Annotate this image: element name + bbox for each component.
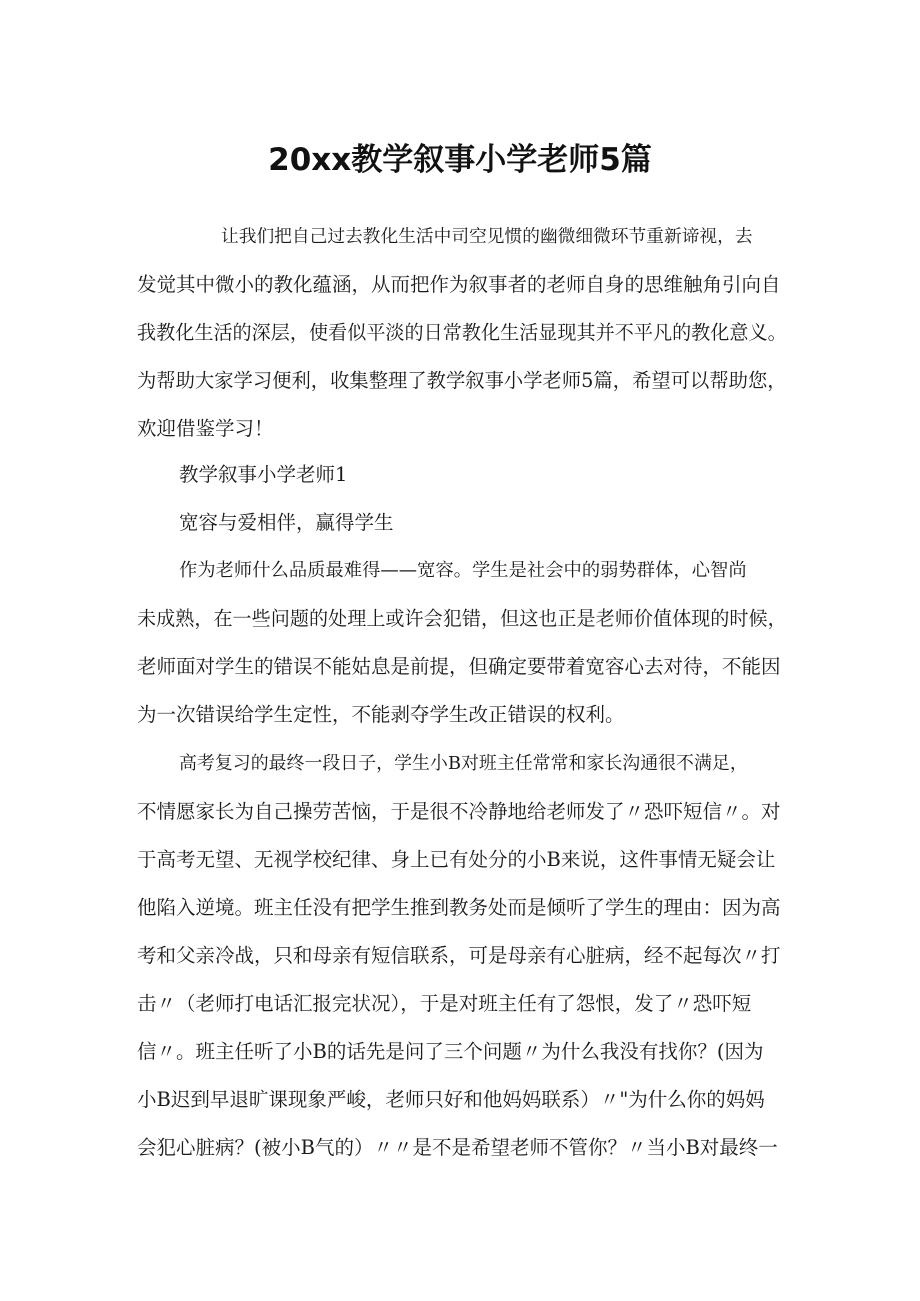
intro-line: 发觉其中微小的教化蕴涵，从而把作为叙事者的老师自身的思维触角引向自 (137, 273, 781, 296)
intro-line: 欢迎借鉴学习！ (137, 417, 274, 440)
intro-paragraph (137, 213, 787, 453)
paragraph-line: 为一次错误给学生定性，不能剥夺学生改正错误的权利。 (137, 703, 625, 726)
intro-line: 让我们把自己过去教化生活中司空见惯的幽微细微环节重新谛视，去 (221, 227, 753, 247)
paragraph-line: 会犯心脏病？(被小B气的）〃〃是不是希望老师不管你？〃当小B对最终一 (137, 1136, 778, 1159)
paragraph-line: 信〃。班主任听了小B的话先是问了三个问题〃为什么我没有找你？(因为 (137, 1040, 764, 1063)
paragraph-line: 击〃（老师打电话汇报完状况），于是对班主任有了怨恨，发了〃恐吓短 (137, 992, 752, 1015)
intro-line: 我教化生活的深层，使看似平淡的日常教化生活显现其并不平凡的教化意义。 (137, 321, 787, 344)
section-subtitle: 宽容与爱相伴，赢得学生 (179, 511, 394, 534)
paragraph-line: 未成熟，在一些问题的处理上或许会犯错，但这也正是老师价值体现的时候， (137, 607, 787, 630)
paragraph-line: 不情愿家长为自己操劳苦恼，于是很不冷静地给老师发了〃恐吓短信〃。对 (137, 800, 781, 823)
intro-line: 为帮助大家学习便利，收集整理了教学叙事小学老师5篇，希望可以帮助您， (137, 369, 787, 392)
paragraph-line: 老师面对学生的错误不能姑息是前提，但确定要带着宽容心去对待，不能因 (137, 655, 781, 678)
paragraph-line: 高考复习的最终一段日子，学生小B对班主任常常和家长沟通很不满足， (179, 753, 748, 774)
body-paragraph-2 (137, 740, 787, 1172)
paragraph-line: 作为老师什么品质最难得——宽容。学生是社会中的弱势群体，心智尚 (179, 560, 747, 581)
document-title: 20xx教学叙事小学老师5篇 (268, 142, 652, 178)
paragraph-line: 小B迟到早退旷课现象严峻，老师只好和他妈妈联系）〃"为什么你的妈妈 (137, 1088, 765, 1111)
paragraph-line: 他陷入逆境。班主任没有把学生推到教务处而是倾听了学生的理由：因为高 (137, 896, 781, 919)
body-paragraph-1 (137, 547, 787, 739)
paragraph-line: 于高考无望、无视学校纪律、身上已有处分的小B来说，这件事情无疑会让 (137, 848, 776, 871)
paragraph-line: 考和父亲冷战，只和母亲有短信联系，可是母亲有心脏病，经不起每次〃打 (137, 944, 781, 967)
section-heading: 教学叙事小学老师1 (179, 463, 348, 486)
